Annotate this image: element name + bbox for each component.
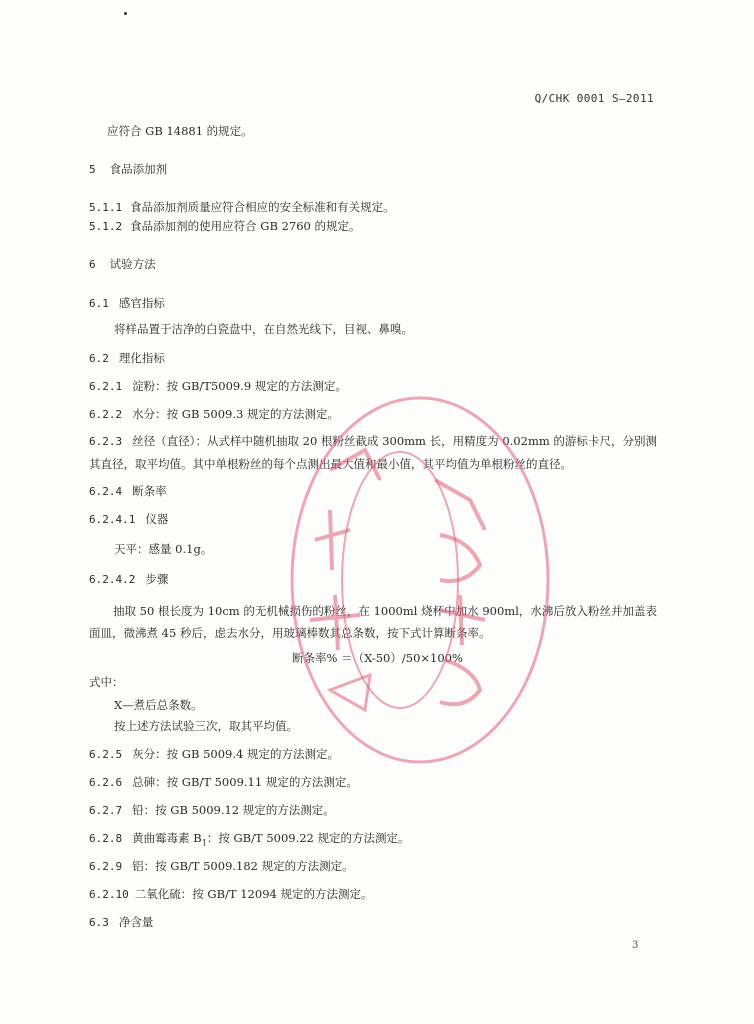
text-line: 应符合 GB 14881 的规定。 <box>107 124 253 138</box>
clause-number: 6.2.7 <box>89 804 123 817</box>
clause-6-2-10 <box>89 886 372 903</box>
section-heading-6-3 <box>89 914 153 931</box>
clause-number: 6.2.5 <box>89 748 123 761</box>
clause-number: 6.2.4.2 <box>89 573 136 586</box>
scan-dot <box>124 12 127 15</box>
clause-number: 5.1.2 <box>89 220 123 233</box>
section-title: 理化指标 <box>118 351 165 365</box>
clause-text: 仪器 <box>145 512 169 526</box>
section-number: 6.1 <box>89 297 109 310</box>
clause-6-2-2 <box>89 406 339 423</box>
clause-text: 步骤 <box>145 572 169 586</box>
clause-6-2-3 <box>89 430 657 475</box>
clause-5-1-2 <box>89 218 361 235</box>
section-title: 感官指标 <box>118 296 165 310</box>
clause-text: 黄曲霉毒素 B <box>132 831 202 845</box>
clause-6-2-4-1 <box>89 511 168 528</box>
clause-text: 二氧化硫：按 GB/T 12094 规定的方法测定。 <box>134 887 373 901</box>
section-heading-5 <box>89 161 167 178</box>
text-line: 天平：感量 0.1g。 <box>114 542 213 556</box>
clause-number: 6.2.8 <box>89 832 123 845</box>
clause-6-2-9 <box>89 858 354 875</box>
clause-text: ：按 GB/T 5009.22 规定的方法测定。 <box>206 831 410 845</box>
section-heading-6-1 <box>89 295 165 312</box>
formula: 断条率% ＝（X-50）/50×100% <box>292 651 463 665</box>
clause-6-2-5 <box>89 746 339 763</box>
text-line: 式中： <box>89 675 124 689</box>
subscript: 1 <box>201 838 207 848</box>
page-number: 3 <box>632 940 639 951</box>
section-title: 食品添加剂 <box>109 162 168 176</box>
clause-number: 6.2.4.1 <box>89 513 136 526</box>
clause-6-2-4 <box>89 483 167 500</box>
clause-6-2-1 <box>89 378 347 395</box>
clause-6-2-8 <box>89 830 410 851</box>
clause-6-2-6 <box>89 774 358 791</box>
text-line: 按上述方法试验三次，取其平均值。 <box>114 719 298 733</box>
clause-text: 总砷：按 GB/T 5009.11 规定的方法测定。 <box>132 775 358 789</box>
section-heading-6-2 <box>89 350 165 367</box>
text-line: X—煮后总条数。 <box>114 698 203 712</box>
clause-text: 水分：按 GB 5009.3 规定的方法测定。 <box>132 407 339 421</box>
clause-number: 6.2.10 <box>89 888 129 901</box>
clause-number: 6.2.1 <box>89 380 123 393</box>
clause-6-2-7 <box>89 802 335 819</box>
clause-number: 6.2.3 <box>89 435 123 448</box>
clause-text: 铝：按 GB/T 5009.182 规定的方法测定。 <box>132 859 354 873</box>
clause-text: 食品添加剂质量应符合相应的安全标准和有关规定。 <box>130 200 395 214</box>
section-number: 6 <box>89 258 96 271</box>
section-title: 试验方法 <box>109 257 156 271</box>
clause-number: 6.2.9 <box>89 860 123 873</box>
section-number: 5 <box>89 163 96 176</box>
section-heading-6 <box>89 256 156 273</box>
clause-number: 6.2.6 <box>89 776 123 789</box>
procedure-paragraph: 抽取 50 根长度为 10cm 的无机械损伤的粉丝，在 1000ml 烧杯中加水 900ml，水沸后放入粉丝并加盖表面皿，微沸煮 45 秒后，虑去水分，用玻璃棒数其总条数，按下式计算断条率。 <box>89 604 657 640</box>
clause-number: 6.2.4 <box>89 485 123 498</box>
clause-text: 铅：按 GB 5009.12 规定的方法测定。 <box>132 803 335 817</box>
clause-text: 断条率 <box>132 484 167 498</box>
section-number: 6.3 <box>89 916 109 929</box>
clause-6-2-4-2 <box>89 571 168 588</box>
clause-text: 食品添加剂的使用应符合 GB 2760 的规定。 <box>130 219 361 233</box>
clause-text: 灰分：按 GB 5009.4 规定的方法测定。 <box>132 747 339 761</box>
clause-text: 丝径（直径）：从式样中随机抽取 20 根粉丝截成 300mm 长，用精度为 0.02mm 的游标卡尺，分别测其直径，取平均值。其中单根粉丝的每个点测出最大值和最小值，其平均值为单根粉丝的直径。 <box>89 434 657 471</box>
clause-text: 淀粉：按 GB/T5009.9 规定的方法测定。 <box>132 379 347 393</box>
clause-5-1-1 <box>89 199 395 216</box>
clause-number: 6.2.2 <box>89 408 123 421</box>
document-code: Q/CHK 0001 S—2011 <box>534 92 654 105</box>
section-number: 6.2 <box>89 352 109 365</box>
clause-number: 5.1.1 <box>89 201 123 214</box>
text-line: 将样品置于洁净的白瓷盘中，在自然光线下，目视、鼻嗅。 <box>114 322 413 336</box>
section-title: 净含量 <box>118 915 154 929</box>
